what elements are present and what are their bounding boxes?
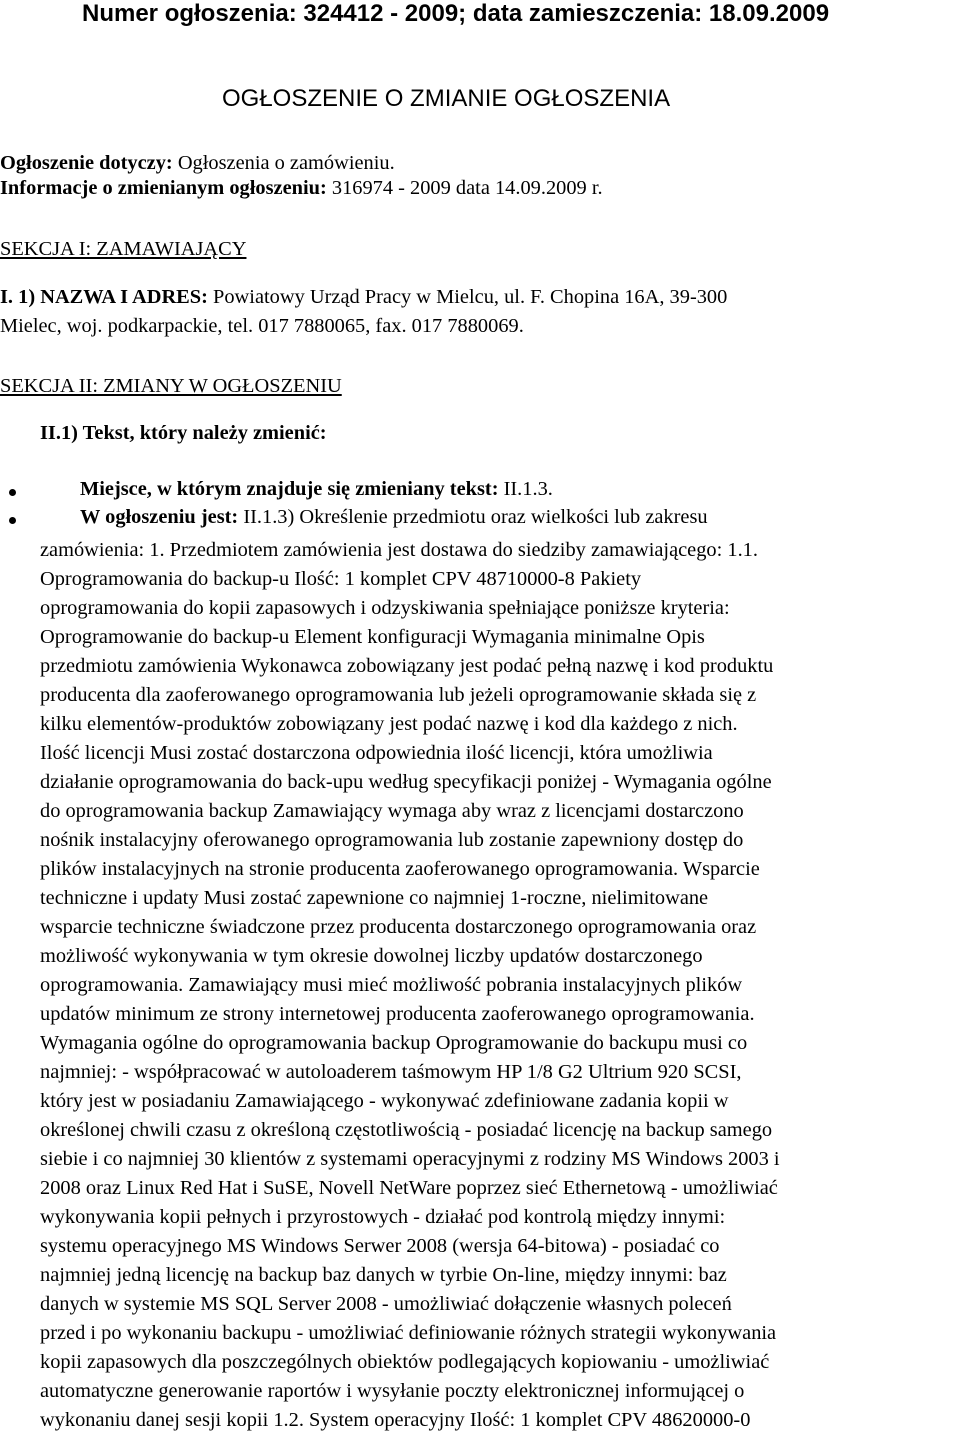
body-text-line: danych w systemie MS SQL Server 2008 - umożliwiać dołączenie własnych poleceń	[40, 1293, 732, 1315]
body-text-line: określonej chwili czasu z określoną częstotliwością - posiadać licencję na backup samego	[40, 1119, 773, 1141]
bullet-location-value: II.1.3.	[498, 478, 553, 500]
body-text-line: działanie oprogramowania do back-upu według specyfikacji poniżej - Wymagania ogólne	[40, 771, 772, 793]
body-text-line: który jest w posiadaniu Zamawiającego - wykonywać zdefiniowane zadania kopii w	[40, 1090, 729, 1112]
body-text-line: systemu operacyjnego MS Windows Serwer 2008 (wersja 64-bitowa) - posiadać co	[40, 1235, 720, 1257]
section-2-title: SEKCJA II: ZMIANY W OGŁOSZENIU	[0, 375, 342, 397]
body-text-line: kopii zapasowych dla poszczególnych obiektów podlegających kopiowaniu - umożliwiać	[40, 1351, 770, 1373]
body-text-line: Ilość licencji Musi zostać dostarczona odpowiednia ilość licencji, która umożliwia	[40, 742, 713, 764]
contracting-authority-line-2: Mielec, woj. podkarpackie, tel. 017 7880065, fax. 017 7880069.	[0, 315, 524, 337]
body-text-line: najmniej jedną licencję na backup baz danych w tyrbie On-line, między innymi: baz	[40, 1264, 727, 1286]
body-text-line: wykonaniu danej sesji kopii 1.2. System operacyjny Ilość: 1 komplet CPV 48620000-0	[40, 1409, 751, 1431]
body-text-line: kilku elementów-produktów zobowiązany jest podać nazwę i kod dla każdego z nich.	[40, 713, 738, 735]
body-text-line: 2008 oraz Linux Red Hat i SuSE, Novell NetWare poprzez sieć Ethernetową - umożliwiać	[40, 1177, 778, 1199]
contracting-authority-value: Powiatowy Urząd Pracy w Mielcu, ul. F. Chopina 16A, 39-300	[207, 286, 728, 308]
bullet-icon	[9, 489, 16, 496]
section-1-title: SEKCJA I: ZAMAWIAJĄCY	[0, 238, 247, 260]
bullet-original-text	[80, 504, 708, 530]
notice-concerns-line	[0, 150, 395, 176]
original-text-body	[40, 536, 960, 1435]
body-text-line: Wymagania ogólne do oprogramowania backup Oprogramowanie do backupu musi co	[40, 1032, 748, 1054]
body-text-line: najmniej: - współpracować w autoloaderem taśmowym HP 1/8 G2 Ultrium 920 SCSI,	[40, 1061, 742, 1083]
body-text-line: możliwość wykonywania w tym okresie dowolnej liczby updatów dostarczonego	[40, 945, 703, 967]
notice-number-heading: Numer ogłoszenia: 324412 - 2009; data zamieszczenia: 18.09.2009	[82, 0, 830, 27]
changed-notice-label: Informacje o zmienianym ogłoszeniu:	[0, 177, 327, 199]
body-text-line: nośnik instalacyjny oferowanego oprogramowania lub zostanie zapewniony dostęp do	[40, 829, 744, 851]
contracting-authority-line-1	[0, 284, 727, 310]
bullet-location-label: Miejsce, w którym znajduje się zmieniany tekst:	[80, 478, 499, 500]
body-text-line: do oprogramowania backup Zamawiający wymaga aby wraz z licencjami dostarczono	[40, 800, 744, 822]
body-text-line: oprogramowania. Zamawiający musi mieć możliwość pobrania instalacyjnych plików	[40, 974, 743, 996]
body-text-line: wsparcie techniczne świadczone przez producenta dostarczonego oprogramowania oraz	[40, 916, 757, 938]
body-text-line: updatów minimum ze strony internetowej producenta zaoferowanego oprogramowania.	[40, 1003, 755, 1025]
bullet-original-value: II.1.3) Określenie przedmiotu oraz wielkości lub zakresu	[238, 506, 708, 528]
body-text-line: Oprogramowanie do backup-u Element konfiguracji Wymagania minimalne Opis	[40, 626, 705, 648]
bullet-location-text	[80, 476, 553, 502]
bullet-icon	[9, 517, 16, 524]
notice-concerns-label: Ogłoszenie dotyczy:	[0, 152, 173, 174]
body-text-line: techniczne i updaty Musi zostać zapewnione co najmniej 1-roczne, nielimitowane	[40, 887, 709, 909]
body-text-line: plików instalacyjnych na stronie producenta zaoferowanego oprogramowania. Wsparcie	[40, 858, 760, 880]
contracting-authority-label: I. 1) NAZWA I ADRES:	[0, 286, 208, 308]
changed-notice-value: 316974 - 2009 data 14.09.2009 r.	[326, 177, 603, 199]
body-text-line: producenta dla zaoferowanego oprogramowania lub jeżeli oprogramowanie składa się z	[40, 684, 757, 706]
body-text-line: siebie i co najmniej 30 klientów z systemami operacyjnymi z rodziny MS Windows 2003 i	[40, 1148, 780, 1170]
body-text-line: przed i po wykonaniu backupu - umożliwiać definiowanie różnych strategii wykonywania	[40, 1322, 777, 1344]
section-2-subtitle: II.1) Tekst, który należy zmienić:	[40, 422, 327, 444]
notice-title: OGŁOSZENIE O ZMIANIE OGŁOSZENIA	[222, 85, 671, 112]
body-text-line: Oprogramowania do backup-u Ilość: 1 komplet CPV 48710000-8 Pakiety	[40, 568, 642, 590]
body-text-line: wykonywania kopii pełnych i przyrostowych - działać pod kontrolą między innymi:	[40, 1206, 726, 1228]
body-text-line: zamówienia: 1. Przedmiotem zamówienia jest dostawa do siedziby zamawiającego: 1.1.	[40, 539, 758, 561]
notice-concerns-value: Ogłoszenia o zamówieniu.	[172, 152, 395, 174]
changed-notice-line	[0, 175, 603, 201]
bullet-original-label: W ogłoszeniu jest:	[80, 506, 239, 528]
body-text-line: automatyczne generowanie raportów i wysyłanie poczty elektronicznej informującej o	[40, 1380, 745, 1402]
body-text-line: przedmiotu zamówienia Wykonawca zobowiązany jest podać pełną nazwę i kod produktu	[40, 655, 774, 677]
body-text-line: oprogramowania do kopii zapasowych i odzyskiwania spełniające poniższe kryteria:	[40, 597, 730, 619]
